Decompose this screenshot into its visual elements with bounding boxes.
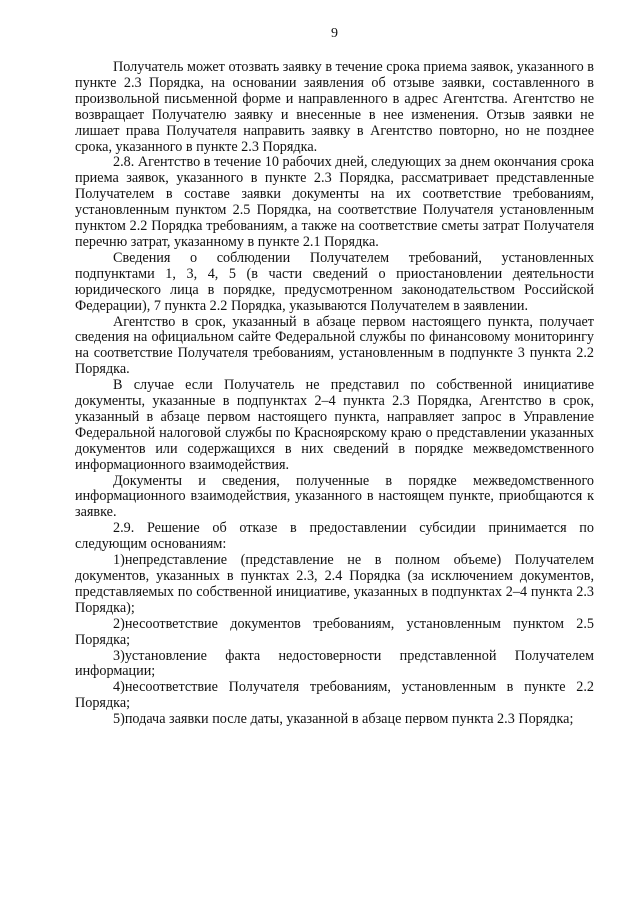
paragraph-withdrawal: Получатель может отозвать заявку в течение срока приема заявок, указанного в пункте 2.3 Порядка, на основании заявления об отзыве заявки, составленного в произвольной письменной форме и направленного в адрес Агентства. Агентство не возвращает Получателю заявку и внесенные в нее изменения. Отзыв заявки не лишает права Получателя направить заявку в Агентство повторно, но не позднее срока, указанного в пункте 2.3 Порядка.: [75, 59, 594, 155]
list-item-number: 2): [113, 615, 125, 632]
list-item-text: подача заявки после даты, указанной в абзаце первом пункта 2.3 Порядка;: [124, 711, 574, 728]
list-item: [75, 553, 594, 617]
list-item-text: несоответствие документов требованиям, установленным пунктом 2.5 Порядка;: [75, 615, 594, 648]
list-item: [75, 712, 594, 728]
list-item-text: несоответствие Получателя требованиям, установленным в пункте 2.2 Порядка;: [75, 679, 594, 712]
list-item-text: установление факта недостоверности представленной Получателем информации;: [75, 647, 594, 680]
paragraph-requirements-info: Сведения о соблюдении Получателем требований, установленных подпунктами 1, 3, 4, 5 (в части сведений о приостановлении деятельности юридического лица в порядке, предусмотренном законодательством Российской Федерации), 7 пункта 2.2 Порядка, указываются Получателем в заявлении.: [75, 249, 594, 314]
list-item-number: 1): [113, 552, 125, 569]
page-number: 9: [331, 26, 338, 41]
list-item-number: 4): [113, 679, 125, 696]
paragraph-documents-attached: Документы и сведения, полученные в порядке межведомственного информационного взаимодействия, указанного в настоящем пункте, приобщаются к заявке.: [75, 472, 594, 521]
list-item-number: 3): [113, 647, 125, 664]
list-item-text: непредставление (представление не в полном объеме) Получателем документов, указанных в пунктах 2.3, 2.4 Порядка (за исключением документов, представляемых по собственной инициативе, указанных в подпунктах 2–4 пункта 2.3 Порядка);: [75, 552, 594, 616]
list-item-number: 5): [113, 711, 125, 728]
paragraph-financial-monitoring: Агентство в срок, указанный в абзаце первом настоящего пункта, получает сведения на официальном сайте Федеральной службы по финансовому мониторингу на соответствие Получателя требованиям, установленным в подпункте 3 пункта 2.2 Порядка.: [75, 313, 594, 378]
list-item: [75, 617, 594, 649]
list-item: [75, 680, 594, 712]
paragraph-2-8: 2.8. Агентство в течение 10 рабочих дней, следующих за днем окончания срока приема заявок, указанного в пункте 2.3 Порядка, рассматривает представленные Получателем в составе заявки документы на их соответствие требованиям, установленным пунктом 2.5 Порядка, на соответствие Получателя установленным пунктом 2.2 Порядка требованиям, а также на соответствие сметы затрат Получателя перечню затрат, указанному в пункте 2.1 Порядка.: [75, 154, 594, 250]
paragraph-2-9: 2.9. Решение об отказе в предоставлении субсидии принимается по следующим основаниям:: [75, 520, 594, 553]
list-item: [75, 649, 594, 681]
paragraph-interagency-request: В случае если Получатель не представил по собственной инициативе документы, указанные в подпунктах 2–4 пункта 2.3 Порядка, Агентство в срок, указанный в абзаце первом настоящего пункта, направляет запрос в Управление Федеральной налоговой службы по Красноярскому краю о представлении указанных документов или содержащихся в них сведений в порядке межведомственного информационного взаимодействия.: [75, 377, 594, 473]
document-body: [75, 60, 594, 728]
